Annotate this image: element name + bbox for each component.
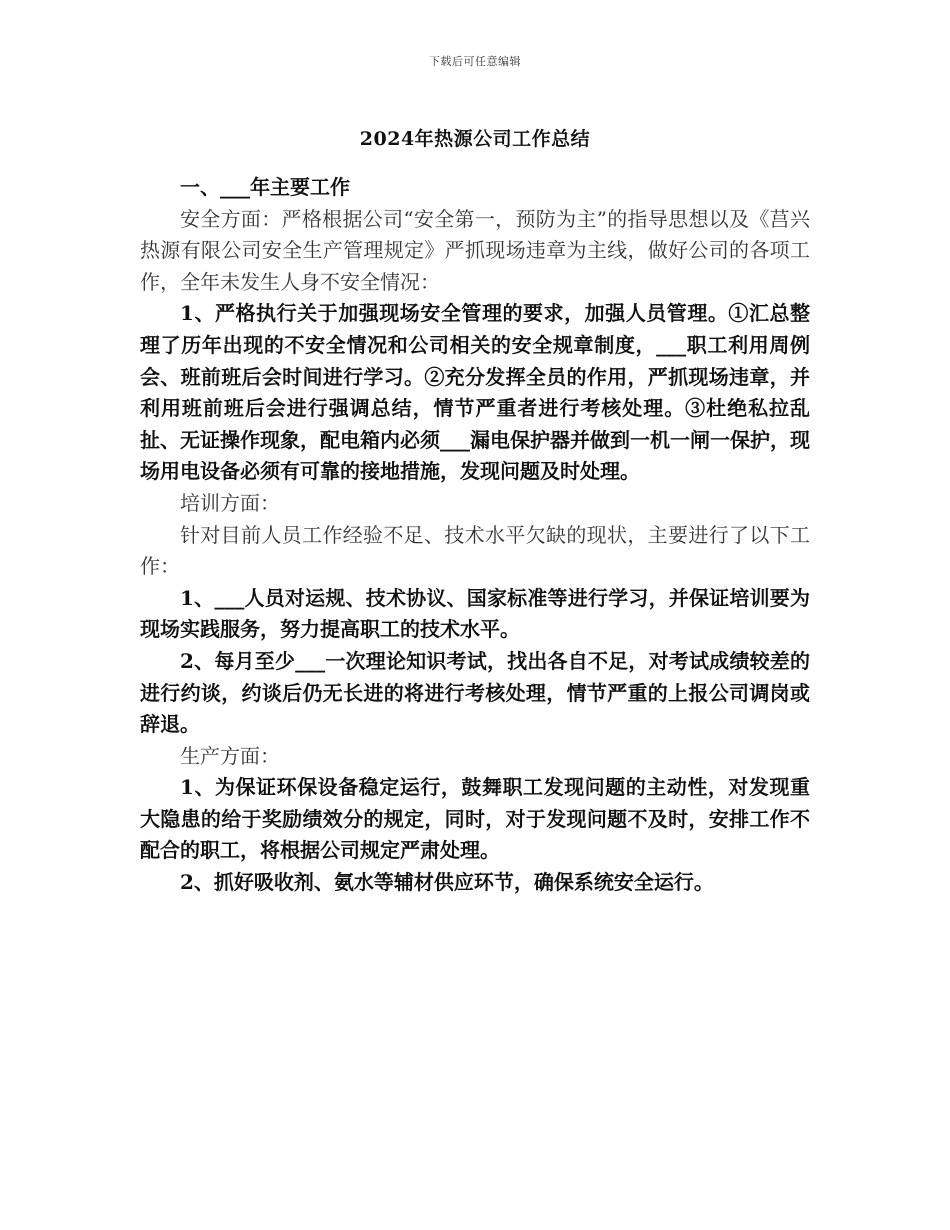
- paragraph-training-item-1: 1、___人员对运规、技术协议、国家标准等进行学习，并保证培训要为现场实践服务，努力提高职工的技术水平。: [140, 585, 810, 642]
- document-body: [140, 172, 810, 899]
- section-heading-main-work: 一、___年主要工作: [180, 175, 350, 199]
- paragraph-training-item-2: 2、每月至少___一次理论知识考试，找出各自不足，对考试成绩较差的进行约谈，约谈后仍无长进的将进行考核处理，情节严重的上报公司调岗或辞退。: [140, 648, 810, 737]
- paragraph-production-heading: 生产方面：: [180, 743, 280, 768]
- paragraph-safety-item-1: 1、严格执行关于加强现场安全管理的要求，加强人员管理。①汇总整理了历年出现的不安全情况和公司相关的安全规章制度，___职工利用周例会、班前班后会时间进行学习。②充分发挥全员的作用，严抓现场违章，并利用班前班后会进行强调总结，情节严重者进行考核处理。③杜绝私拉乱扯、无证操作现象，配电箱内必须___漏电保护器并做到一机一闸一保护，现场用电设备必须有可靠的接地措施，发现问题及时处理。: [140, 301, 810, 484]
- paragraph-training-heading: 培训方面：: [180, 490, 280, 515]
- paragraph-production-item-1: 1、为保证环保设备稳定运行，鼓舞职工发现问题的主动性，对发现重大隐患的给于奖励绩效分的规定，同时，对于发现问题不及时，安排工作不配合的职工，将根据公司规定严肃处理。: [140, 775, 810, 863]
- paragraph-training-intro: 针对目前人员工作经验不足、技术水平欠缺的现状，主要进行了以下工作：: [140, 522, 810, 579]
- paragraph-safety-intro: 安全方面：严格根据公司“安全第一，预防为主”的指导思想以及《莒兴热源有限公司安全生产管理规定》严抓现场违章为主线，做好公司的各项工作，全年未发生人身不安全情况：: [140, 206, 810, 294]
- page-header-note: 下载后可任意编辑: [429, 55, 521, 68]
- document-title: 2024年热源公司工作总结: [359, 128, 591, 150]
- paragraph-production-item-2: 2、抓好吸收剂、氨水等辅材供应环节，确保系统安全运行。: [180, 870, 714, 895]
